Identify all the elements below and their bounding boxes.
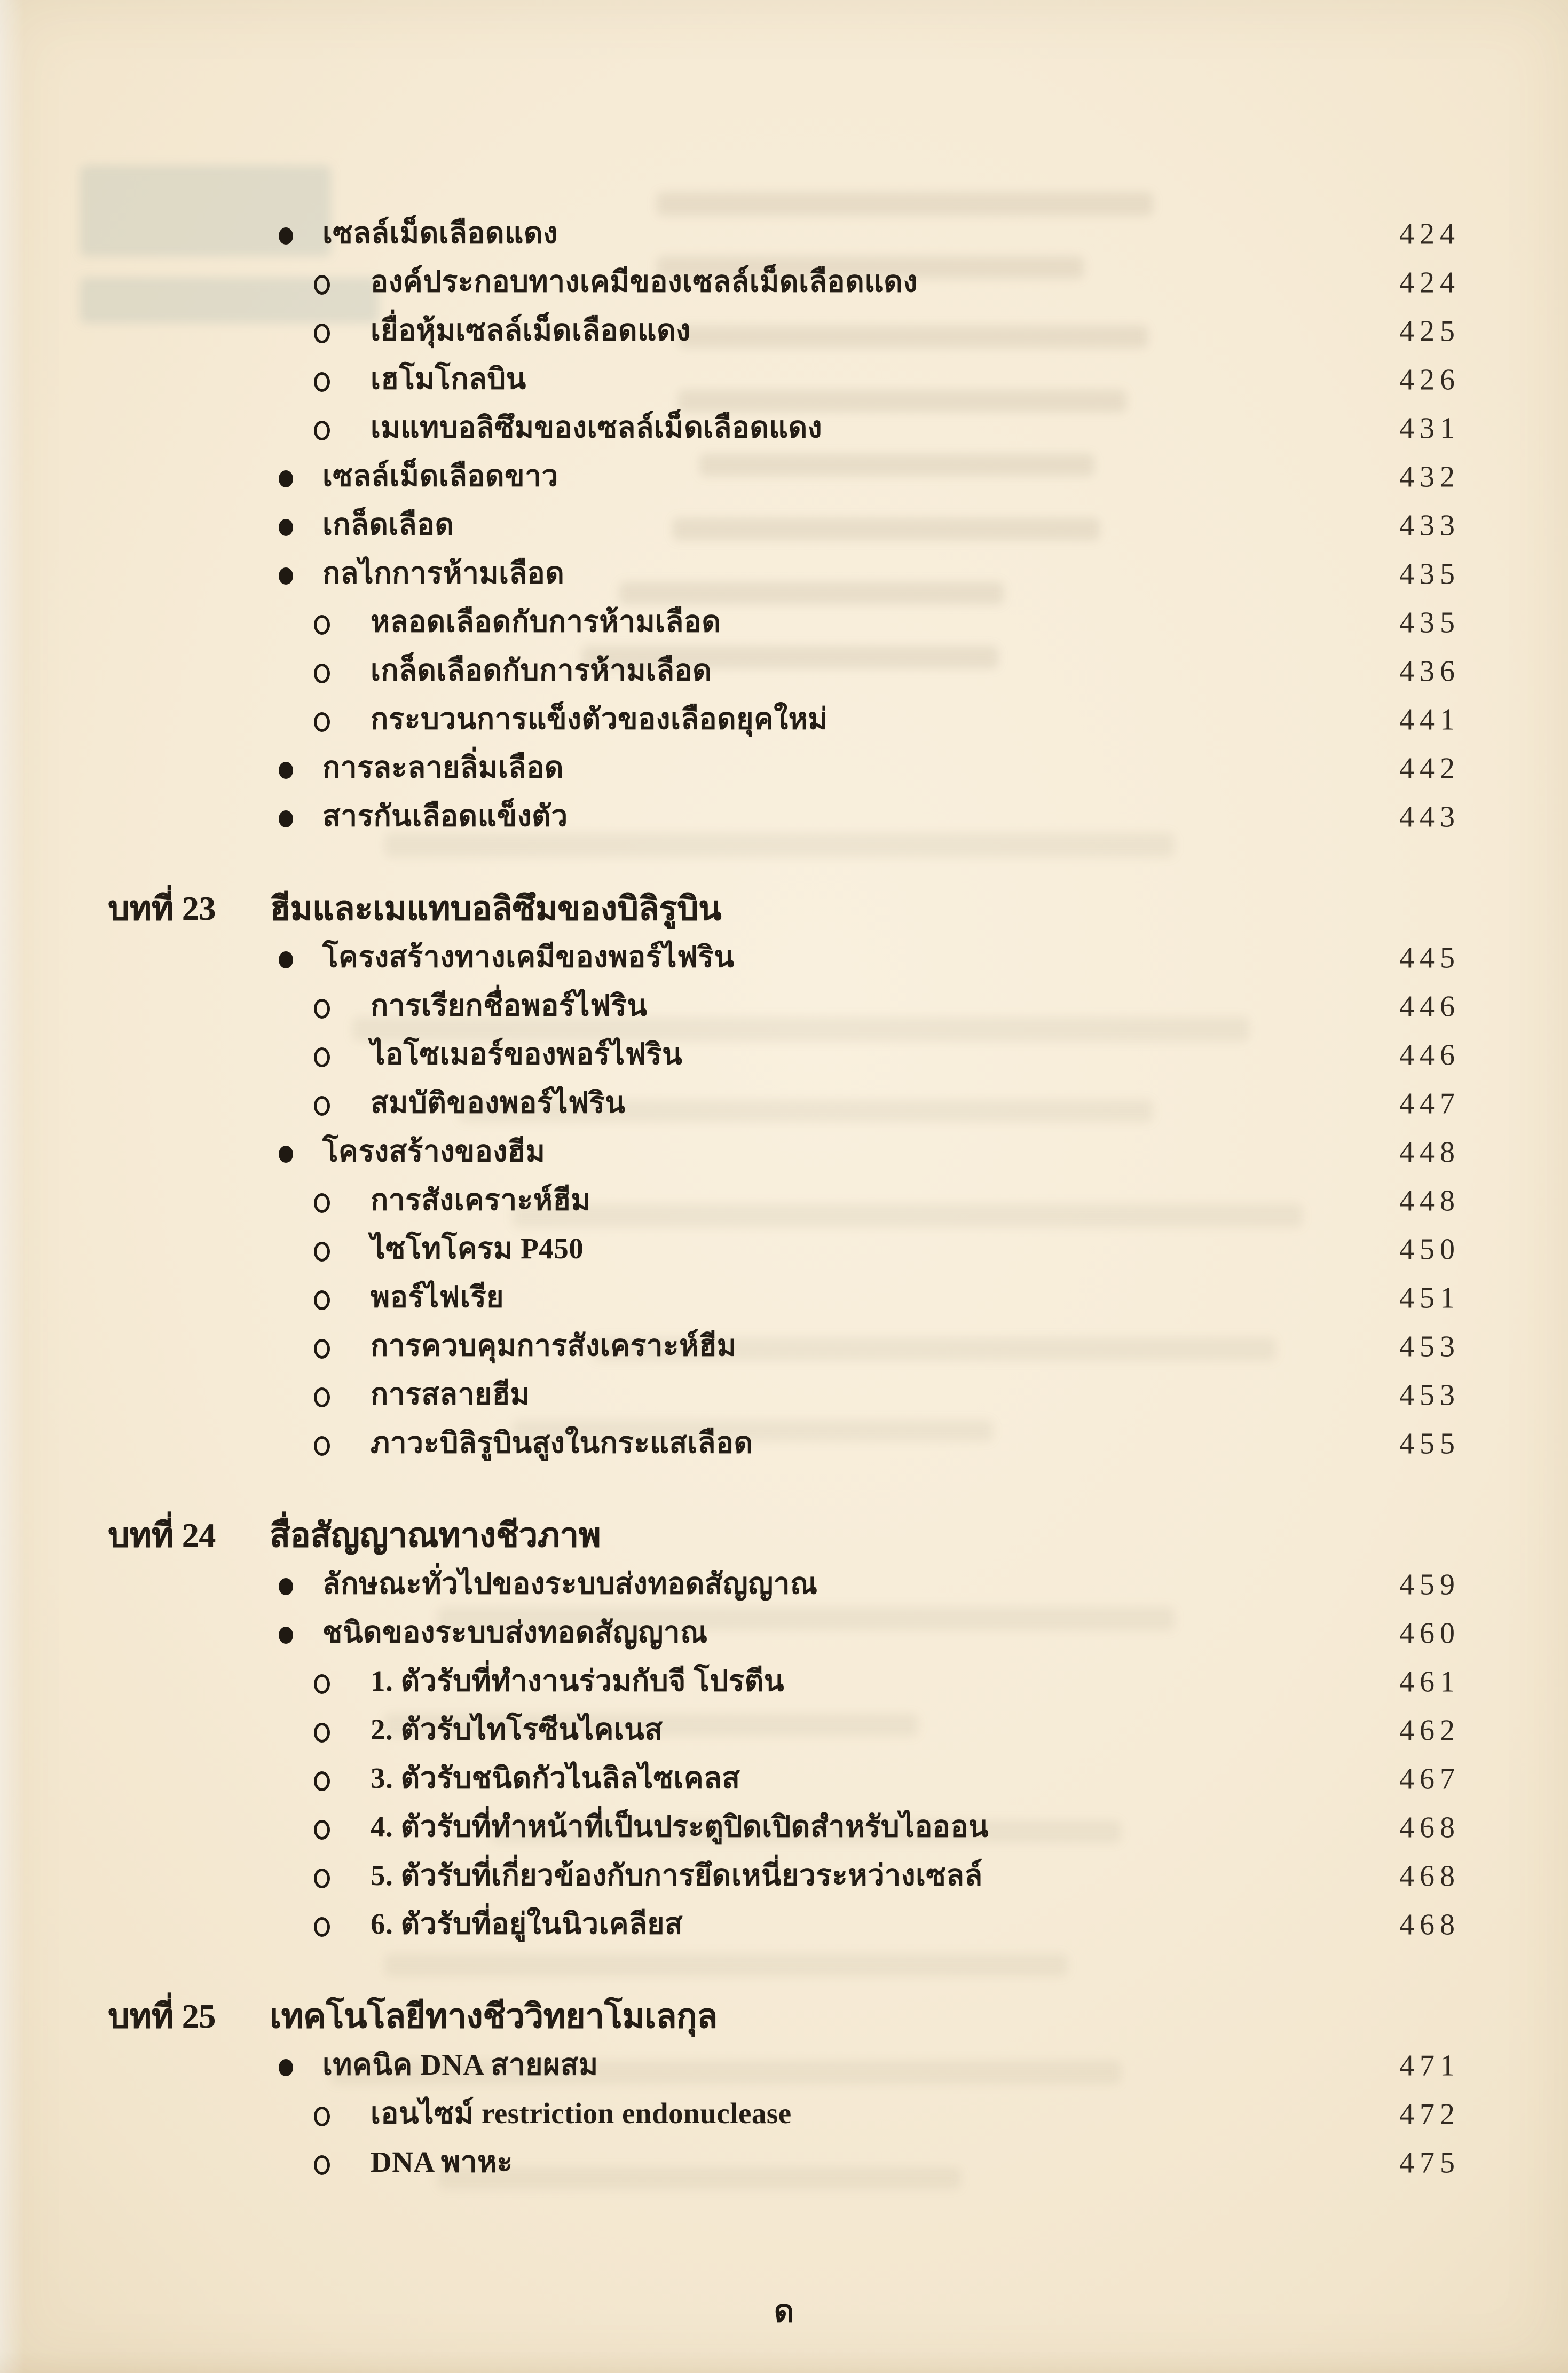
bullet-icon	[279, 1578, 293, 1595]
toc-entry-label: หลอดเลือดกับการห้ามเลือด	[371, 605, 721, 638]
toc-entry-label: ภาวะบิลิรูบินสูงในกระแสเลือด	[371, 1426, 753, 1459]
bullet-icon	[279, 810, 293, 827]
toc-entry-page-number: 435	[1399, 606, 1460, 640]
toc-entry	[0, 1707, 1568, 1755]
toc-entry-label: กระบวนการแข็งตัวของเลือดยุคใหม่	[371, 702, 828, 735]
toc-entry	[0, 2139, 1568, 2188]
toc-entry-page-number: 455	[1399, 1427, 1460, 1461]
bullet-icon	[279, 519, 293, 536]
toc-entry-page-number: 435	[1399, 557, 1460, 591]
circle-icon	[314, 1917, 330, 1937]
toc-entry-page-number: 448	[1399, 1136, 1460, 1169]
circle-icon	[314, 1771, 330, 1791]
toc-entry-page-number: 424	[1399, 217, 1460, 251]
chapter-number: บทที่ 25	[108, 1997, 216, 2035]
toc-entry	[0, 356, 1568, 405]
toc-entry-page-number: 448	[1399, 1184, 1460, 1218]
toc-entry	[0, 696, 1568, 745]
toc-entry	[0, 1226, 1568, 1274]
toc-entry-page-number: 424	[1399, 266, 1460, 299]
chapter-title: สื่อสัญญาณทางชีวภาพ	[270, 1516, 601, 1554]
toc-entry-label: 4. ตัวรับที่ทำหน้าที่เป็นประตูปิดเปิดสำหรับไอออน	[371, 1810, 989, 1843]
bullet-icon	[279, 951, 293, 968]
circle-icon	[314, 1290, 330, 1310]
circle-icon	[314, 1436, 330, 1456]
circle-icon	[314, 2155, 330, 2175]
toc-entry-label: 5. ตัวรับที่เกี่ยวข้องกับการยึดเหนี่ยวระหว่างเซลล์	[371, 1858, 983, 1891]
toc-entry	[0, 1274, 1568, 1323]
toc-entry-label: การควบคุมการสังเคราะห์ฮีม	[371, 1329, 737, 1362]
toc-entry-label: โครงสร้างทางเคมีของพอร์ไฟริน	[322, 940, 735, 973]
toc-entry-page-number: 468	[1399, 1859, 1460, 1893]
toc-entry-page-number: 467	[1399, 1762, 1460, 1796]
toc-entry-label: เฮโมโกลบิน	[371, 362, 526, 395]
circle-icon	[314, 1339, 330, 1359]
toc-entry-label: พอร์ไฟเรีย	[371, 1280, 504, 1313]
chapter-heading	[0, 886, 1568, 934]
toc-entry	[0, 1323, 1568, 1371]
toc-entry	[0, 405, 1568, 453]
toc-entry	[0, 1901, 1568, 1950]
toc-entry-page-number: 446	[1399, 1038, 1460, 1072]
toc-entry-label: เยื่อหุ้มเซลล์เม็ดเลือดแดง	[371, 313, 691, 346]
toc-entry-page-number: 475	[1399, 2146, 1460, 2180]
toc-entry-label: เกล็ดเลือด	[322, 508, 454, 541]
toc-entry-page-number: 462	[1399, 1714, 1460, 1747]
toc-entry-page-number: 471	[1399, 2049, 1460, 2083]
circle-icon	[314, 1096, 330, 1116]
circle-icon	[314, 2107, 330, 2126]
chapter-title: เทคโนโลยีทางชีววิทยาโมเลกุล	[270, 1997, 718, 2035]
toc-entry-label: ไซโทโครม P450	[371, 1232, 584, 1265]
toc-entry-label: เอนไซม์ restriction endonuclease	[371, 2096, 792, 2130]
toc-entry-label: สมบัติของพอร์ไฟริน	[371, 1086, 626, 1119]
circle-icon	[314, 372, 330, 392]
toc-entry	[0, 1561, 1568, 1610]
toc-entry	[0, 210, 1568, 259]
toc-entry-label: 3. ตัวรับชนิดกัวไนลิลไซเคลส	[371, 1761, 740, 1794]
toc-entry	[0, 1755, 1568, 1804]
bullet-icon	[279, 762, 293, 779]
circle-icon	[314, 712, 330, 732]
chapter-heading	[0, 1512, 1568, 1561]
toc-entry	[0, 934, 1568, 983]
circle-icon	[314, 1869, 330, 1888]
circle-icon	[314, 275, 330, 295]
chapter-title: ฮีมและเมแทบอลิซึมของบิลิรูบิน	[270, 889, 722, 927]
toc-entry-label: DNA พาหะ	[371, 2145, 513, 2178]
circle-icon	[314, 1387, 330, 1407]
toc-entry-page-number: 453	[1399, 1378, 1460, 1412]
toc-entry-label: การละลายลิ่มเลือด	[322, 751, 564, 784]
toc-entry-label: เทคนิค DNA สายผสม	[322, 2048, 598, 2081]
toc-entry-label: เซลล์เม็ดเลือดขาว	[322, 459, 558, 492]
toc-entry	[0, 502, 1568, 550]
toc-entry-label: เกล็ดเลือดกับการห้ามเลือด	[371, 653, 712, 687]
toc-entry-label: เมแทบอลิซึมของเซลล์เม็ดเลือดแดง	[371, 411, 823, 444]
toc-entry	[0, 1610, 1568, 1658]
toc-entry	[0, 793, 1568, 842]
toc-entry	[0, 453, 1568, 502]
chapter-heading	[0, 1993, 1568, 2042]
toc-entry	[0, 745, 1568, 793]
circle-icon	[314, 1820, 330, 1840]
toc-entry	[0, 599, 1568, 648]
bullet-icon	[279, 470, 293, 487]
toc-entry	[0, 1031, 1568, 1080]
toc-entry-label: โครงสร้างของฮีม	[322, 1134, 546, 1168]
toc-entry-page-number: 441	[1399, 703, 1460, 737]
chapter-number: บทที่ 24	[108, 1516, 216, 1554]
toc-entry-page-number: 459	[1399, 1568, 1460, 1602]
toc-entry-label: 6. ตัวรับที่อยู่ในนิวเคลียส	[371, 1907, 683, 1940]
toc-entry-label: กลไกการห้ามเลือด	[322, 556, 565, 589]
toc-entry	[0, 308, 1568, 356]
toc-entry-page-number: 443	[1399, 800, 1460, 834]
toc-entry-page-number: 461	[1399, 1665, 1460, 1699]
toc-entry	[0, 1852, 1568, 1901]
toc-entry	[0, 259, 1568, 308]
circle-icon	[314, 1193, 330, 1213]
toc-entry-page-number: 468	[1399, 1811, 1460, 1844]
toc-entry-label: การสังเคราะห์ฮีม	[371, 1183, 591, 1216]
circle-icon	[314, 421, 330, 440]
circle-icon	[314, 1674, 330, 1694]
bullet-icon	[279, 227, 293, 245]
toc-entry-page-number: 460	[1399, 1617, 1460, 1650]
toc-entry-page-number: 431	[1399, 412, 1460, 445]
toc-entry-page-number: 447	[1399, 1087, 1460, 1121]
toc-entry	[0, 648, 1568, 696]
toc-entry-label: สารกันเลือดแข็งตัว	[322, 799, 568, 832]
toc-entry	[0, 1080, 1568, 1129]
page-number-thai: ด	[774, 2294, 794, 2329]
toc-entry-page-number: 451	[1399, 1281, 1460, 1315]
circle-icon	[314, 1242, 330, 1262]
toc-entry	[0, 1177, 1568, 1226]
toc-entry-page-number: 442	[1399, 752, 1460, 785]
toc-entry-page-number: 472	[1399, 2098, 1460, 2131]
bullet-icon	[279, 567, 293, 585]
bullet-icon	[279, 2059, 293, 2076]
bullet-icon	[279, 1146, 293, 1163]
chapter-number: บทที่ 23	[108, 889, 216, 927]
circle-icon	[314, 324, 330, 343]
circle-icon	[314, 1723, 330, 1743]
toc-entry-page-number: 450	[1399, 1233, 1460, 1266]
toc-entry-page-number: 436	[1399, 655, 1460, 688]
toc-entry	[0, 2042, 1568, 2091]
toc-entry-label: ไอโซเมอร์ของพอร์ไฟริน	[371, 1037, 683, 1070]
toc-entry-label: การเรียกชื่อพอร์ไฟริน	[371, 989, 648, 1022]
toc-entry-label: การสลายฮีม	[371, 1377, 530, 1410]
toc-entry-page-number: 433	[1399, 509, 1460, 542]
toc-entry-page-number: 468	[1399, 1908, 1460, 1942]
toc-entry	[0, 983, 1568, 1031]
toc-entry-label: เซลล์เม็ดเลือดแดง	[322, 216, 558, 249]
toc-entry	[0, 1658, 1568, 1707]
toc-entry-page-number: 445	[1399, 941, 1460, 975]
circle-icon	[314, 615, 330, 635]
toc-entry-label: ลักษณะทั่วไปของระบบส่งทอดสัญญาณ	[322, 1567, 818, 1600]
toc-entry	[0, 2091, 1568, 2139]
toc-entry-label: 2. ตัวรับไทโรซีนไคเนส	[371, 1713, 663, 1746]
toc-entry-page-number: 425	[1399, 314, 1460, 348]
toc-entry-page-number: 446	[1399, 990, 1460, 1023]
toc-entry-label: 1. ตัวรับที่ทำงานร่วมกับจี โปรตีน	[371, 1664, 784, 1697]
circle-icon	[314, 999, 330, 1019]
toc-entry	[0, 1804, 1568, 1852]
circle-icon	[314, 664, 330, 683]
toc-entry-label: องค์ประกอบทางเคมีของเซลล์เม็ดเลือดแดง	[371, 265, 918, 298]
bullet-icon	[279, 1627, 293, 1644]
toc-entry-page-number: 426	[1399, 363, 1460, 397]
circle-icon	[314, 1047, 330, 1067]
toc-entry	[0, 1129, 1568, 1177]
toc-entry-page-number: 453	[1399, 1330, 1460, 1363]
toc-entry-label: ชนิดของระบบส่งทอดสัญญาณ	[322, 1615, 708, 1649]
toc-entry	[0, 1420, 1568, 1469]
toc-entry	[0, 1371, 1568, 1420]
toc-entry	[0, 550, 1568, 599]
toc-entry-page-number: 432	[1399, 460, 1460, 494]
